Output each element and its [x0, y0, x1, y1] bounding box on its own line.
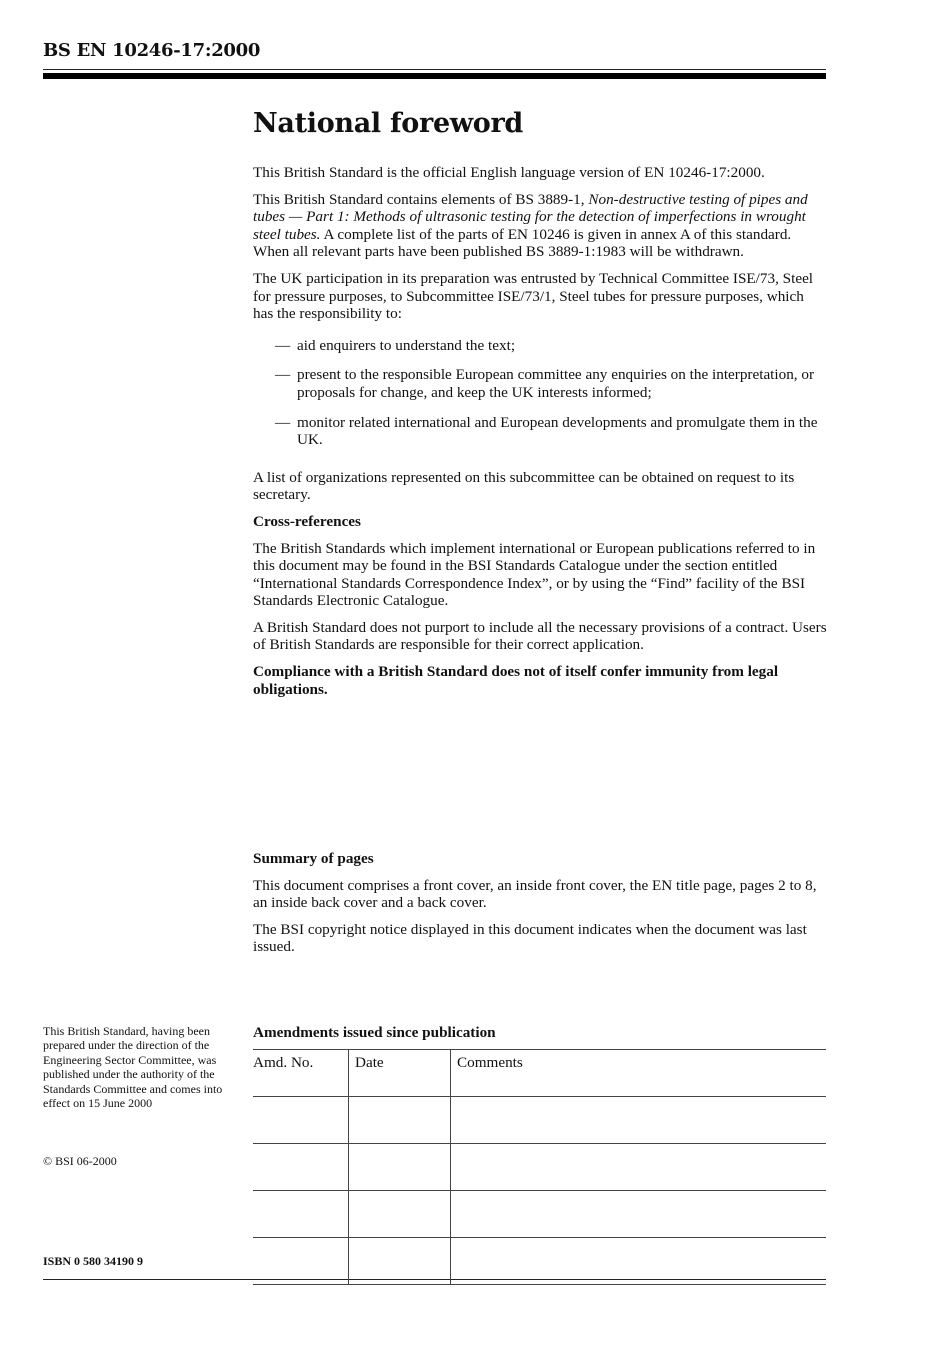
referenced-standard-title: Non-destructive testing of pipes and tubes — Part 1: Methods of ultrasonic testing for the detection of imperfections in wrought steel tubes.: [253, 190, 808, 243]
table-cell: [349, 1144, 451, 1191]
list-item: [253, 366, 827, 401]
table-row: [253, 1238, 826, 1285]
table-cell: [349, 1238, 451, 1285]
list-item-text: present to the responsible European committee any enquiries on the interpretation, or proposals for change, and keep the UK interests informed;: [297, 366, 815, 401]
page-title: National foreword: [253, 108, 523, 139]
amendments-table: [253, 1049, 826, 1285]
cross-references-heading: Cross-references: [253, 512, 361, 530]
list-item: [253, 337, 827, 355]
table-cell: [349, 1097, 451, 1144]
publication-note: This British Standard, having been prepared under the direction of the Engineering Sector Committee, was published under the authority of the Standards Committee and comes into effect on 15 June 2000: [43, 1024, 223, 1111]
table-cell: [253, 1097, 349, 1144]
table-row: [253, 1191, 826, 1238]
compliance-statement: Compliance with a British Standard does not of itself confer immunity from legal obligations.: [253, 663, 779, 698]
list-dash: —: [275, 336, 291, 354]
table-row: [253, 1144, 826, 1191]
cross-references-paragraph-1: The British Standards which implement international or European publications referred to in this document may be found in the BSI Standards Catalogue under the section entitled “International Standards Correspondence Index”, or by using the “Find” facility of the BSI Standards Electronic Catalogue.: [253, 539, 816, 610]
foreword-paragraph-2-end: A complete list of the parts of EN 10246 is given in annex A of this standard. When all relevant parts have been published BS 3889-1:1983 will be withdrawn.: [253, 225, 792, 261]
foreword-paragraph-2-start: This British Standard contains elements of BS 3889-1,: [253, 190, 589, 208]
table-cell: [451, 1097, 827, 1144]
foreword-paragraph-4: A list of organizations represented on this subcommittee can be obtained on request to its secretary.: [253, 468, 795, 504]
amendments-title: Amendments issued since publication: [253, 1024, 496, 1041]
header-thick-rule: [43, 73, 826, 79]
summary-heading: Summary of pages: [253, 850, 374, 867]
foreword-paragraph-3: The UK participation in its preparation was entrusted by Technical Committee ISE/73, Steel for pressure purposes, to Subcommittee ISE/73/1, Steel tubes for pressure purposes, which has the responsibility to:: [253, 269, 814, 323]
table-cell: [253, 1191, 349, 1238]
column-header-amd-no: Amd. No.: [253, 1050, 349, 1097]
table-header-row: [253, 1050, 826, 1097]
summary-paragraph-2: The BSI copyright notice displayed in this document indicates when the document was last issued.: [253, 920, 807, 956]
table-cell: [349, 1191, 451, 1238]
foreword-paragraph-2: [253, 191, 827, 261]
table-cell: [451, 1191, 827, 1238]
table-cell: [253, 1144, 349, 1191]
isbn: ISBN 0 580 34190 9: [43, 1254, 144, 1268]
summary-paragraph-1: This document comprises a front cover, an inside front cover, the EN title page, pages 2 to 8, an inside back cover and a back cover.: [253, 876, 817, 912]
foreword-paragraph-1: This British Standard is the official English language version of EN 10246-17:2000.: [253, 164, 765, 181]
column-header-date: Date: [349, 1050, 451, 1097]
national-foreword-section: [253, 108, 827, 707]
responsibility-list: [253, 337, 827, 449]
table-cell: [451, 1144, 827, 1191]
list-item-text: monitor related international and European developments and promulgate them in the UK.: [297, 413, 818, 449]
table-cell: [253, 1238, 349, 1285]
list-item: [253, 414, 827, 449]
summary-of-pages-section: [253, 850, 827, 965]
table-cell: [451, 1238, 827, 1285]
list-dash: —: [275, 366, 291, 384]
header-thin-rule: [43, 69, 826, 70]
list-item-text: aid enquirers to understand the text;: [297, 336, 516, 354]
column-header-comments: Comments: [451, 1050, 827, 1097]
table-row: [253, 1097, 826, 1144]
cross-references-paragraph-2: A British Standard does not purport to include all the necessary provisions of a contract. Users of British Standards are responsible for their correct application.: [253, 618, 827, 654]
copyright-notice: © BSI 06-2000: [43, 1154, 117, 1168]
list-dash: —: [275, 413, 291, 431]
document-id: BS EN 10246-17:2000: [43, 40, 261, 61]
